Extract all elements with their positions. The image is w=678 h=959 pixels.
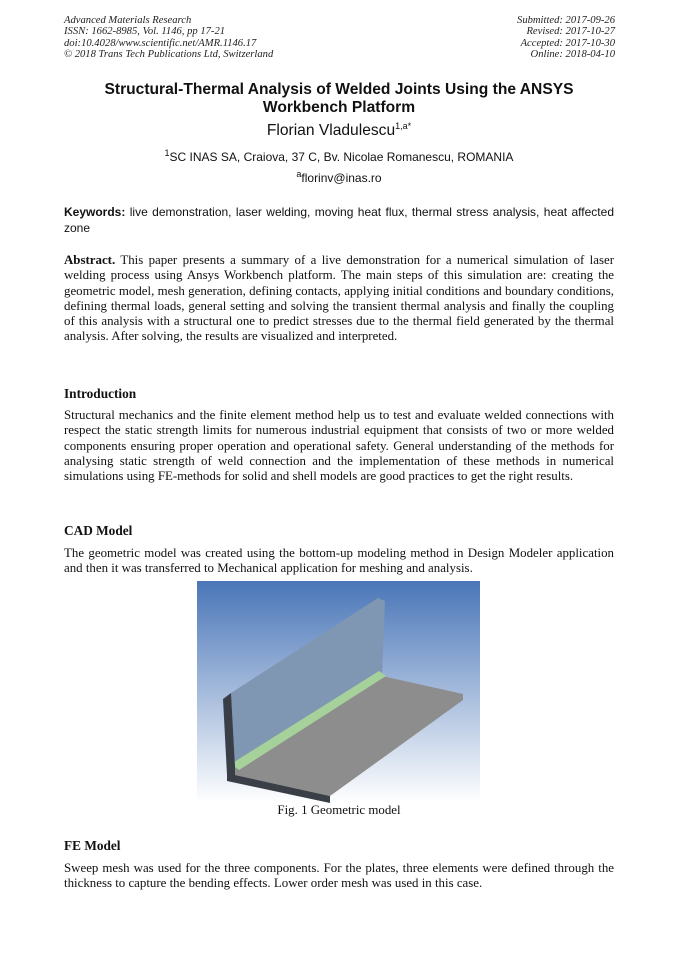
submission-dates xyxy=(517,15,615,60)
fe-model-text: Sweep mesh was used for the three components. For the plates, three elements were defined through the thickness to capture the bending effects. Lower order mesh was used in this case. xyxy=(64,861,614,891)
author xyxy=(64,122,614,140)
journal-issn: ISSN: 1662-8985, Vol. 1146, pp 17-21 xyxy=(64,26,226,38)
abstract-text: This paper presents a summary of a live demonstration for a numerical simulation of laser welding process using Ansys Workbench platform. The main steps of this simulation are: creating the geometric model, mesh generation, defining contacts, applying initial conditions and boundary conditions, defining thermal loads, general setting and solving the transient thermal analysis and finally the coupling of this analysis with a structural one to predict stresses due to the thermal field generated by the thermal analysis. After solving, the results are visualized and interpreted. xyxy=(64,253,614,344)
email-sup: a xyxy=(296,169,302,179)
geometric-model-image xyxy=(197,581,480,803)
fe-model-heading: FE Model xyxy=(64,838,121,853)
date-accepted: Accepted: 2017-10-30 xyxy=(520,37,615,49)
journal-doi: doi:10.4028/www.scientific.net/AMR.1146.17 xyxy=(64,37,257,49)
keywords-text: live demonstration, laser welding, moving heat flux, thermal stress analysis, heat affected zone xyxy=(64,205,614,235)
keywords-label: Keywords: xyxy=(64,205,126,219)
affiliation-text: SC INAS SA, Craiova, 37 C, Bv. Nicolae Romanescu, ROMANIA xyxy=(169,150,514,164)
paper-title-line-1: Structural-Thermal Analysis of Welded Joints Using the ANSYS xyxy=(104,81,574,98)
date-submitted: Submitted: 2017-09-26 xyxy=(517,15,615,26)
keywords xyxy=(64,205,614,236)
introduction-heading: Introduction xyxy=(64,386,137,401)
paper-title-line-2: Workbench Platform xyxy=(262,98,416,116)
journal-name: Advanced Materials Research xyxy=(64,15,192,26)
abstract xyxy=(64,253,614,345)
author-email xyxy=(64,171,614,185)
author-sup: 1,a* xyxy=(395,120,412,131)
affiliation xyxy=(64,150,614,164)
affiliation-sup: 1 xyxy=(164,148,170,158)
abstract-label: Abstract. xyxy=(64,253,116,267)
date-revised: Revised: 2017-10-27 xyxy=(526,26,615,38)
cad-model-heading: CAD Model xyxy=(64,523,133,538)
author-name: Florian Vladulescu xyxy=(266,122,396,139)
paper-title xyxy=(64,81,614,116)
email-text: florinv@inas.ro xyxy=(301,171,382,185)
geometric-model-figure xyxy=(197,581,480,803)
introduction-text: Structural mechanics and the finite element method help us to test and evaluate welded connections with respect the static strength limits for numerous industrial equipment that consists of two or more welded components ensuring proper operation and operational safety. General understanding of the methods for analysing static strength of weld connection and the implementation of these methods in numerical simulations using FE-methods for solid and shell models are good practices to get the right results. xyxy=(64,408,614,484)
date-online: Online: 2018-04-10 xyxy=(530,48,615,60)
journal-info xyxy=(64,15,273,60)
cad-model-text: The geometric model was created using the bottom-up modeling method in Design Modeler application and then it was transferred to Mechanical application for meshing and analysis. xyxy=(64,546,614,576)
journal-copyright: © 2018 Trans Tech Publications Ltd, Switzerland xyxy=(64,48,274,60)
figure-caption: Fig. 1 Geometric model xyxy=(277,803,401,817)
